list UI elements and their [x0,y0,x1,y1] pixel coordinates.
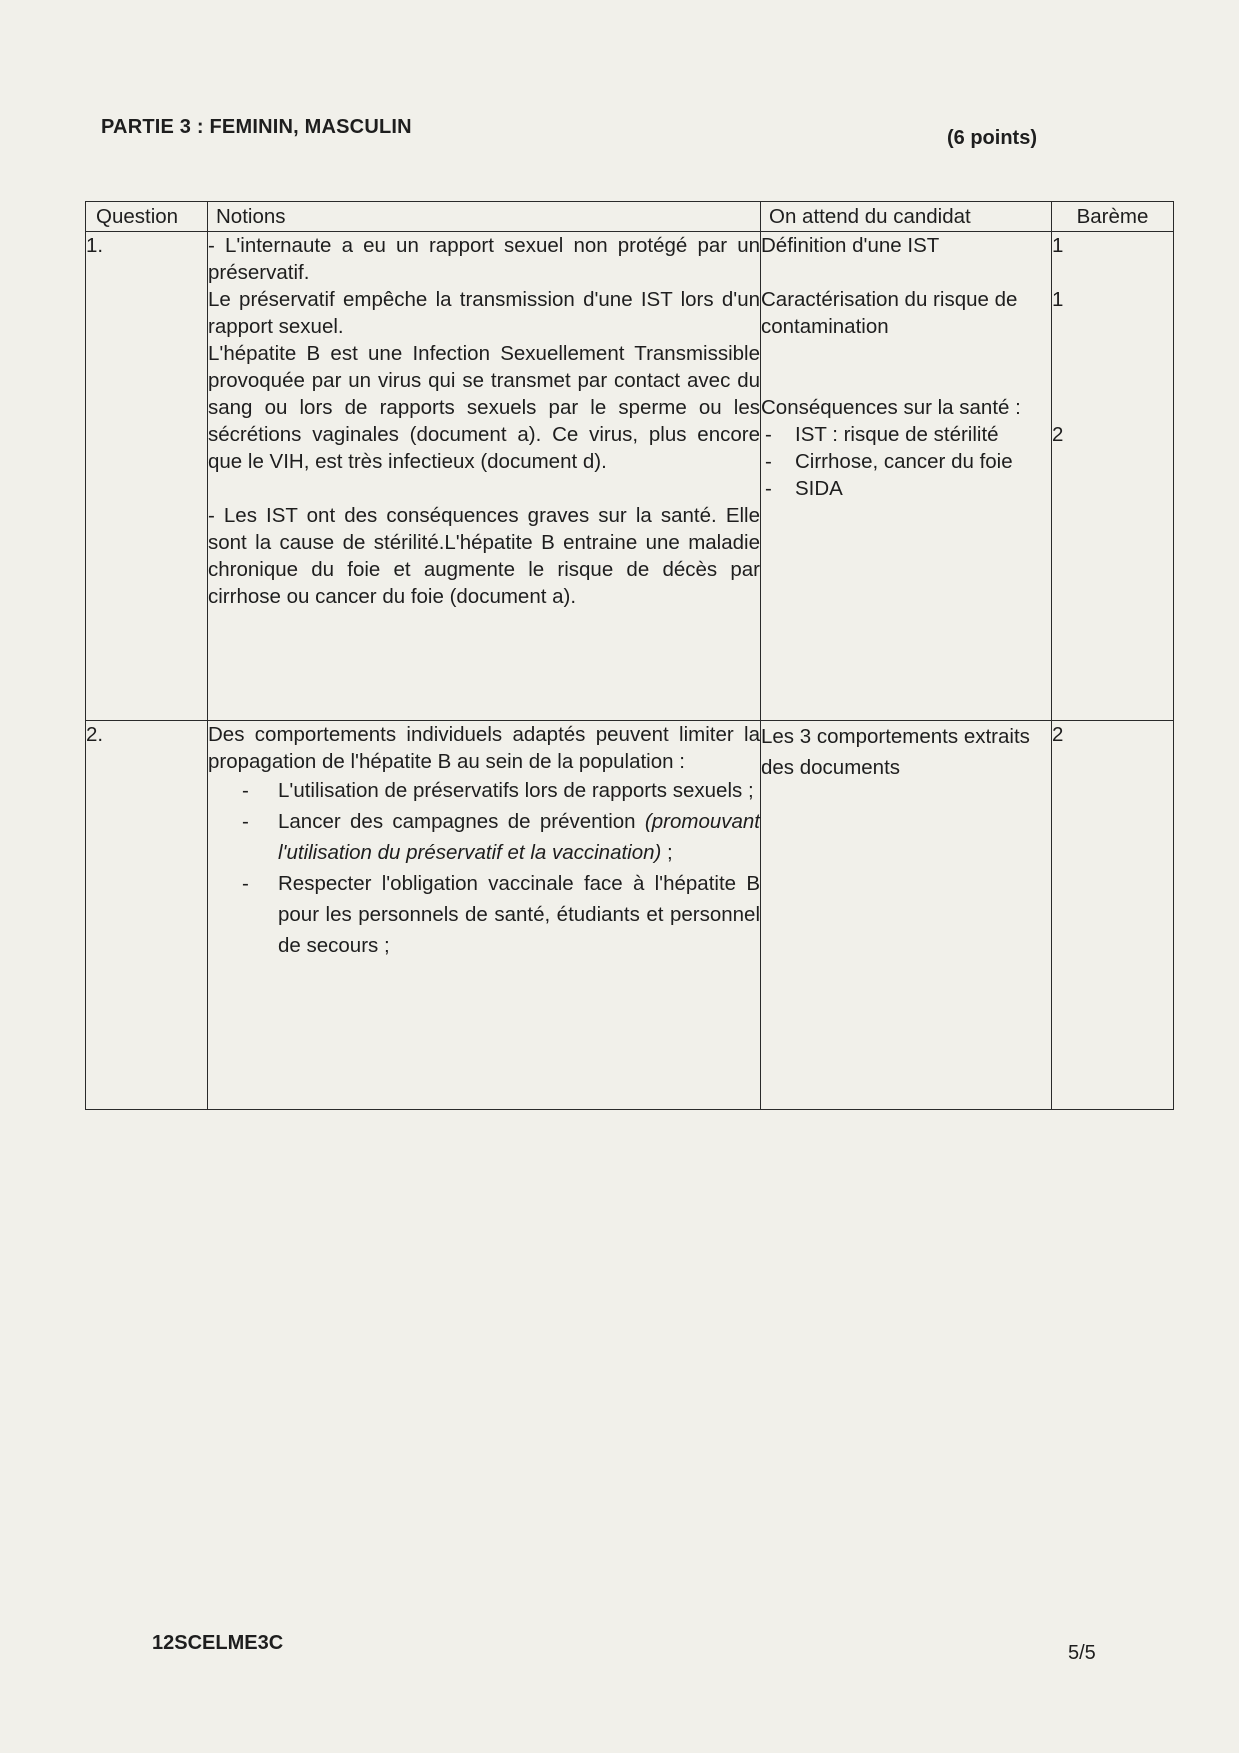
list-item: - IST : risque de stérilité [795,421,1051,448]
document-code: 12SCELME3C [152,1632,284,1654]
consequences-list [761,421,1051,502]
question-number: 2. [86,721,208,1110]
attendu-item: Les 3 comportements extraits des documents [761,725,1030,779]
attendu-item: Définition d'une IST [761,234,940,257]
notions-cell [208,232,761,721]
bareme-value: 2 [1052,723,1064,746]
list-item-italic: (promouvant l'utilisation du préservatif et la vaccination) [278,810,760,864]
page-number: 5/5 [1068,1642,1096,1664]
bareme-value: 1 [1052,234,1064,257]
attendu-item: Conséquences sur la santé : [761,396,1021,419]
notion-paragraph: Des comportements individuels adaptés peuvent limiter la propagation de l'hépatite B au sein de la population : [208,723,760,773]
notion-paragraph: - L'internaute a eu un rapport sexuel non protégé par un préservatif. [208,234,760,284]
table-header-row [86,202,1174,232]
list-item: - SIDA [795,475,1051,502]
behaviours-list [208,775,760,961]
header-bareme: Barème [1052,202,1174,232]
header-attendu: On attend du candidat [761,202,1052,232]
attendu-cell [761,232,1052,721]
bareme-cell [1052,721,1174,1110]
notion-paragraph: - Les IST ont des conséquences graves sur la santé. Elle sont la cause de stérilité.L'hépatite B entraine une maladie chronique du foie et augmente le risque de décès par cirrhose ou cancer du foie (document a). [208,504,760,608]
attendu-cell [761,721,1052,1110]
header-notions: Notions [208,202,761,232]
grading-table [85,201,1174,1110]
list-item-text: Lancer des campagnes de prévention [278,810,645,833]
header-question: Question [86,202,208,232]
section-title: PARTIE 3 : FEMININ, MASCULIN [101,116,412,138]
table-row [86,232,1174,721]
list-item-end: ; [661,841,673,864]
list-item: - Respecter l'obligation vaccinale face à l'hépatite B pour les personnels de santé, étudiants et personnel de secours ; [278,868,760,961]
list-item: - Cirrhose, cancer du foie [795,448,1051,475]
attendu-item: Caractérisation du risque de contamination [761,288,1018,338]
notions-cell [208,721,761,1110]
bareme-value: 2 [1052,423,1064,446]
section-points: (6 points) [947,127,1037,149]
notion-paragraph: Le préservatif empêche la transmission d'une IST lors d'un rapport sexuel. [208,288,760,338]
list-item [278,806,760,868]
bareme-value: 1 [1052,288,1064,311]
bareme-cell [1052,232,1174,721]
table-row [86,721,1174,1110]
question-number: 1. [86,232,208,721]
notion-paragraph: L'hépatite B est une Infection Sexuellement Transmissible provoquée par un virus qui se transmet par contact avec du sang ou lors de rapports sexuels par le sperme ou les sécrétions vaginales (document a). Ce virus, plus encore que le VIH, est très infectieux (document d). [208,342,760,473]
list-item: - L'utilisation de préservatifs lors de rapports sexuels ; [278,775,760,806]
